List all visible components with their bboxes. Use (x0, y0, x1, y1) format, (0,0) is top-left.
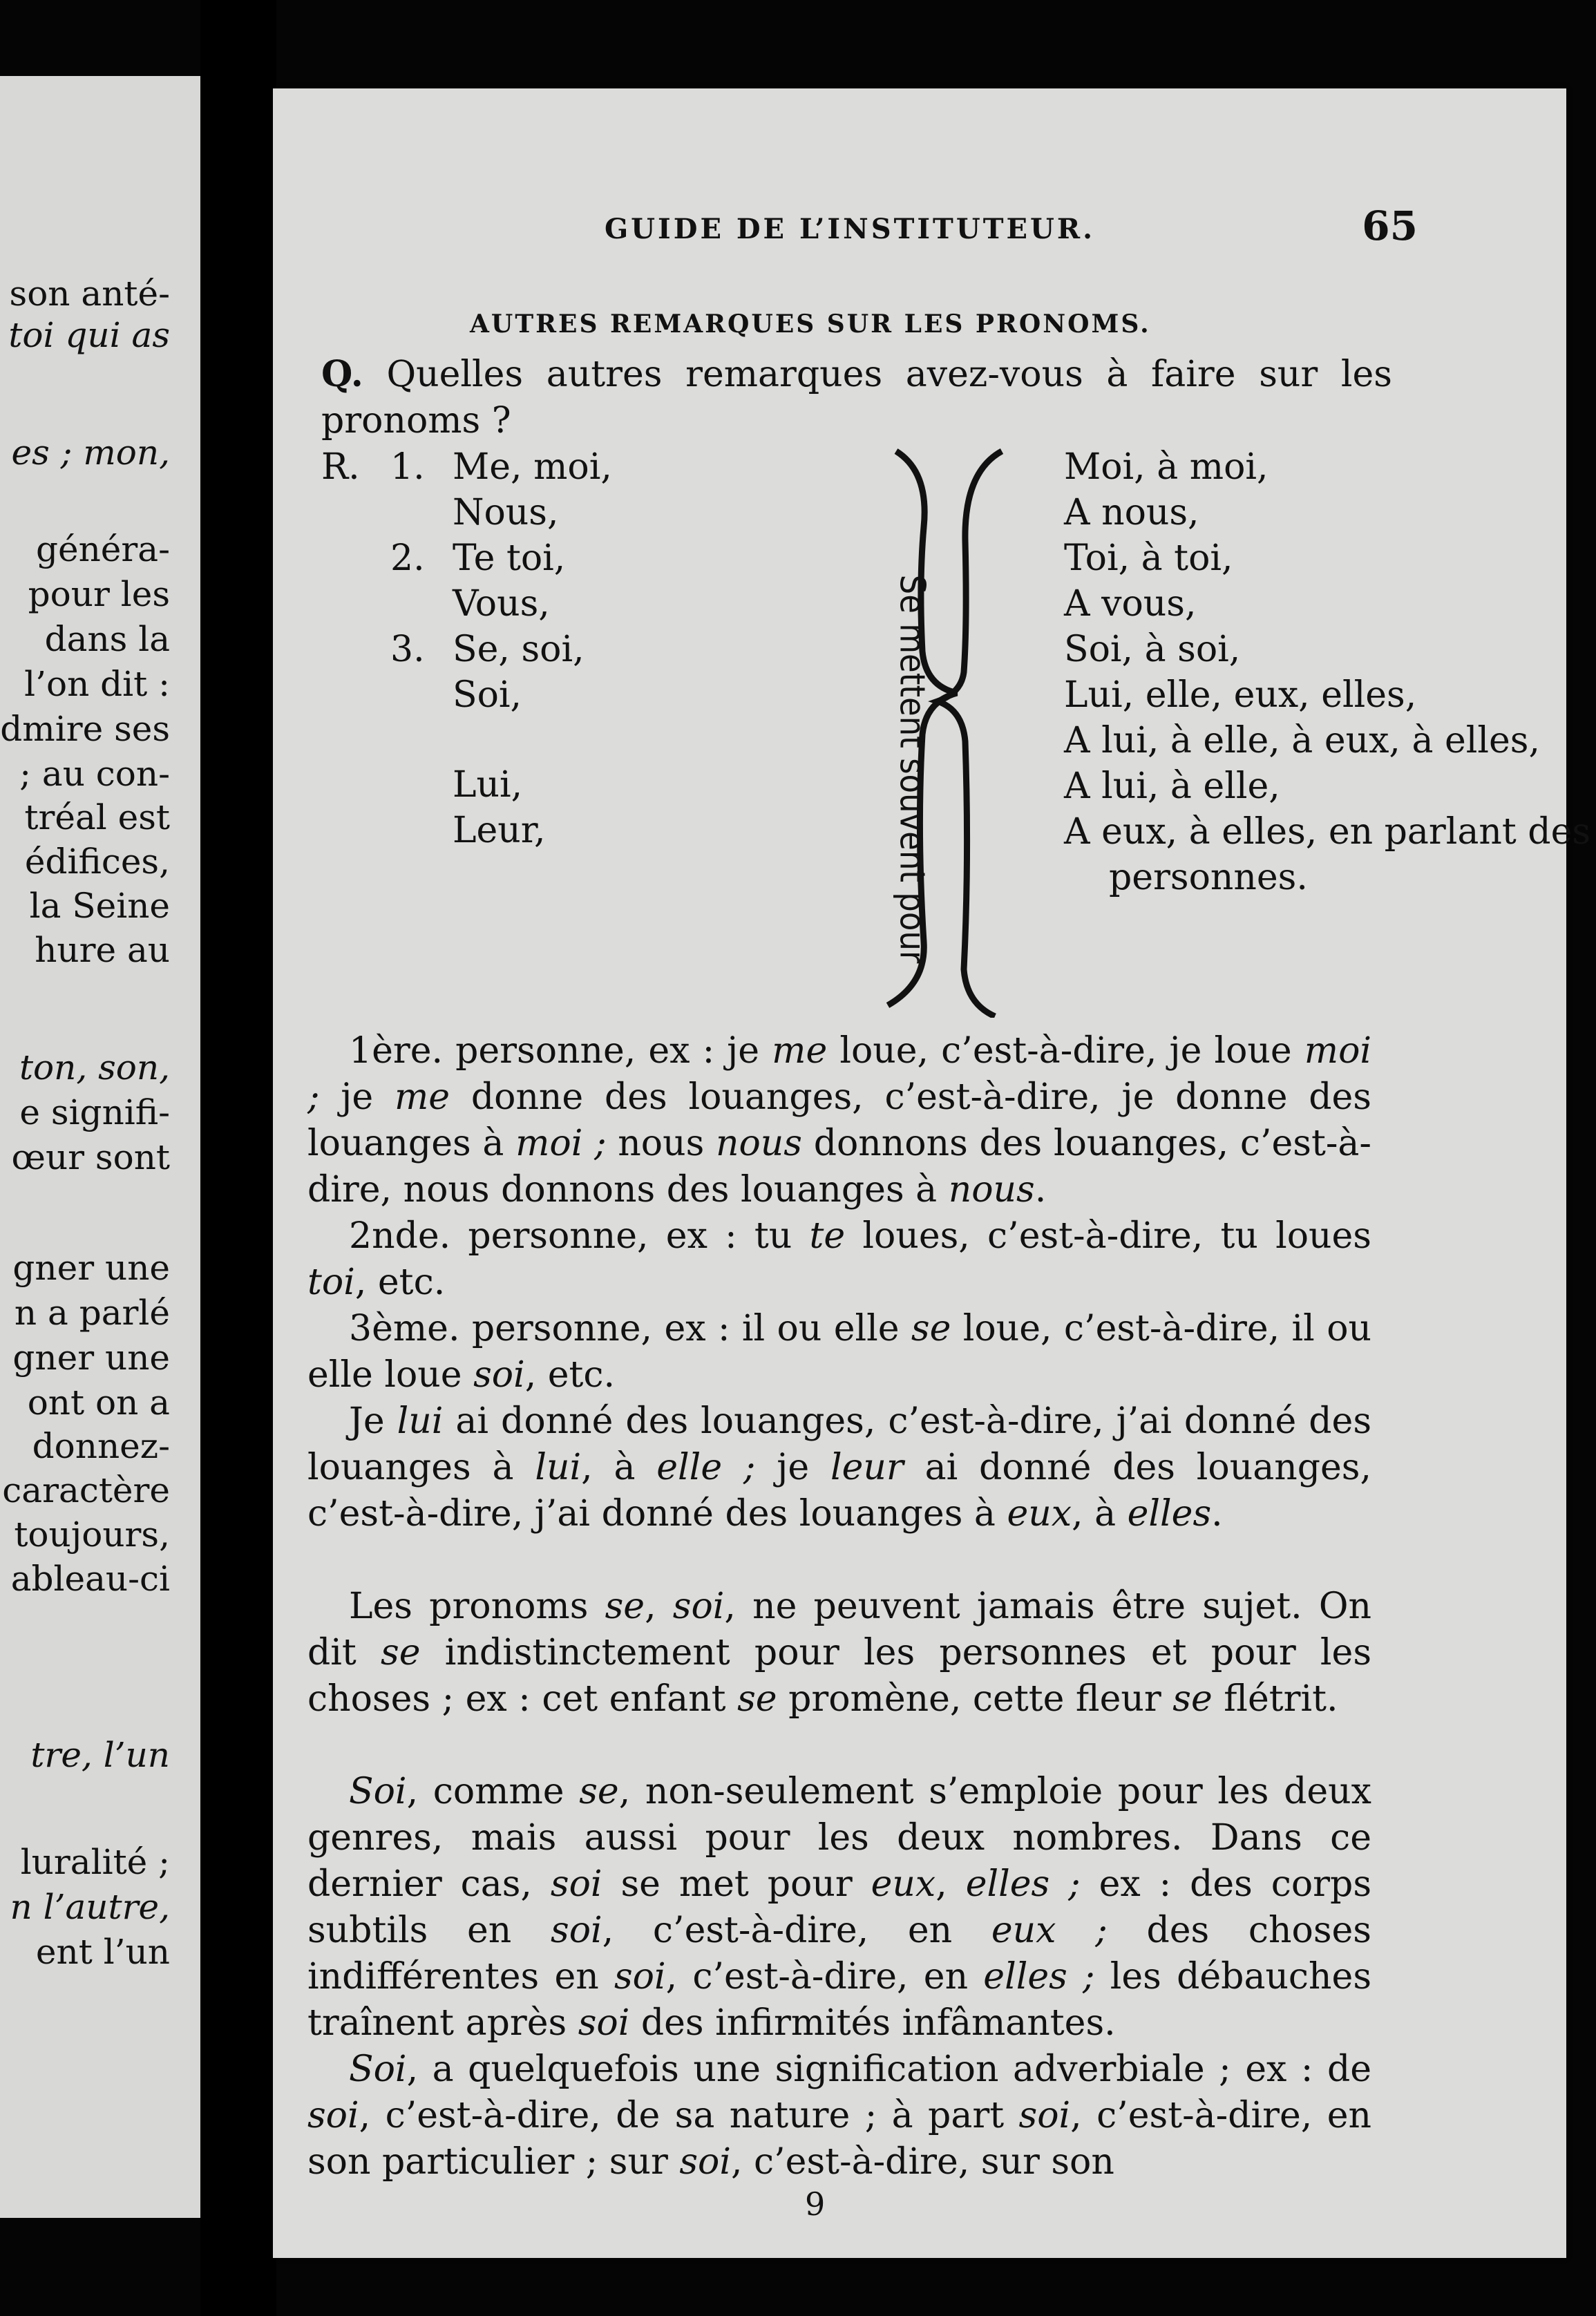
table-left-entry: Te toi, (453, 538, 566, 579)
left-page-line: toujours, (14, 1515, 170, 1555)
grouping-braces (321, 444, 1150, 1018)
left-page-line: n l’autre, (10, 1887, 170, 1927)
table-left-entry: Nous, (453, 492, 559, 533)
pronoun-table (321, 444, 1591, 1018)
table-left-entry: Lui, (453, 764, 523, 806)
table-item-number: 3. (390, 629, 425, 670)
left-page-line: édifices, (24, 842, 170, 882)
table-right-entry: Moi, à moi, (1064, 446, 1269, 488)
paragraph-5: Les pronoms se, soi, ne peuvent jamais être sujet. On dit se indistinctement pour les personnes et pour les choses ; ex : cet enfant se promène, cette fleur se flétrit. (307, 1586, 1372, 1720)
table-right-entry: personnes. (1109, 857, 1308, 898)
left-page-line: ent l’un (35, 1932, 170, 1972)
left-page-line: e signifi- (19, 1092, 170, 1132)
left-page-line: tre, l’un (30, 1735, 170, 1775)
left-page-line: gner une (12, 1338, 170, 1378)
left-page-line: toi qui as (8, 315, 170, 355)
left-page-line: œur sont (11, 1137, 170, 1177)
table-item-number: 1. (390, 446, 425, 488)
left-page-line: son anté- (9, 274, 170, 314)
table-right-entry: Toi, à toi, (1064, 538, 1233, 579)
left-page-line: luralité ; (20, 1842, 170, 1882)
left-page-line: n a parlé (14, 1293, 170, 1333)
left-page-line: donnez- (32, 1426, 170, 1466)
left-page-line: dmire ses (0, 709, 170, 749)
left-page-line: la Seine (29, 886, 170, 926)
question-text: Quelles autres remarques avez-vous à faire sur les pronoms ? (321, 354, 1392, 442)
table-right-entry: Soi, à soi, (1064, 629, 1241, 670)
paragraph-2: 2nde. personne, ex : tu te loues, c’est-à-dire, tu loues toi, etc. (307, 1215, 1371, 1303)
left-page-line: pour les (28, 574, 170, 614)
left-page-line: ableau-ci (10, 1559, 170, 1599)
left-page-line: généra- (36, 529, 170, 569)
paragraph-1: 1ère. personne, ex : je me loue, c’est-à-dire, je loue moi ; je me donne des louanges, c’est-à-dire, je donne des louanges à moi ; nous nous donnons des louanges, c’est-à-dire, nous donnons des louanges à nous. (307, 1030, 1372, 1211)
table-left-entry: Soi, (453, 674, 522, 716)
left-page-line: l’on dit : (24, 664, 170, 704)
running-title: GUIDE DE L’INSTITUTEUR. (605, 213, 1096, 245)
left-page-fragment (0, 76, 200, 2218)
left-page-line: es ; mon, (11, 433, 170, 473)
paragraph-7: Soi, a quelquefois une signification adverbiale ; ex : de soi, c’est-à-dire, de sa nature ; à part soi, c’est-à-dire, en son particulier ; sur soi, c’est-à-dire, sur son (307, 2049, 1371, 2183)
question-label: Q. (321, 353, 363, 395)
left-page-line: ont on a (27, 1383, 170, 1423)
left-page-line: gner une (12, 1248, 170, 1288)
left-page-line: hure au (35, 930, 170, 970)
section-title: AUTRES REMARQUES SUR LES PRONOMS. (470, 310, 1151, 339)
left-page-line: tréal est (24, 797, 170, 837)
table-left-entry: Se, soi, (453, 629, 585, 670)
paragraph-6: Soi, comme se, non-seulement s’emploie pour les deux genres, mais aussi pour les deux nombres. Dans ce dernier cas, soi se met pour eux, elles ; ex : des corps subtils en soi, c’est-à-dire, en eux ; des choses indifférentes en soi, c’est-à-dire, en elles ; les débauches traînent après soi des infirmités infâmantes. (307, 1771, 1372, 2044)
left-page-line: caractère (2, 1470, 170, 1510)
question (321, 351, 1392, 444)
table-right-entry: A nous, (1064, 492, 1199, 533)
book-page (273, 88, 1591, 2258)
left-page-line: dans la (44, 619, 170, 659)
table-left-entry: Me, moi, (453, 446, 612, 488)
vertical-label: Se mettent souvent pour (892, 574, 933, 964)
left-page-line: ; au con- (19, 754, 170, 794)
table-right-entry: Lui, elle, eux, elles, (1064, 674, 1417, 716)
table-right-entry: A lui, à elle, (1064, 766, 1280, 807)
answer-label: R. (321, 446, 360, 488)
table-right-entry: A eux, à elles, en parlant des (1064, 811, 1591, 853)
paragraph-3: 3ème. personne, ex : il ou elle se loue, c’est-à-dire, il ou elle loue soi, etc. (307, 1308, 1371, 1396)
table-left-entry: Vous, (453, 583, 550, 625)
right-brace (938, 451, 1002, 1016)
paragraph-4: Je lui ai donné des louanges, c’est-à-dire, j’ai donné des louanges à lui, à elle ; je leur ai donné des louanges, c’est-à-dire, j’ai donné des louanges à eux, à elles. (307, 1401, 1372, 1535)
left-page-line: ton, son, (19, 1047, 170, 1088)
table-right-entry: A lui, à elle, à eux, à elles, (1064, 720, 1541, 761)
table-right-entry: A vous, (1064, 583, 1197, 625)
table-left-entry: Leur, (453, 810, 546, 851)
table-item-number: 2. (390, 538, 425, 579)
page-number: 65 (1362, 202, 1418, 249)
page-gutter (200, 0, 276, 2316)
signature-mark: 9 (805, 2185, 826, 2223)
